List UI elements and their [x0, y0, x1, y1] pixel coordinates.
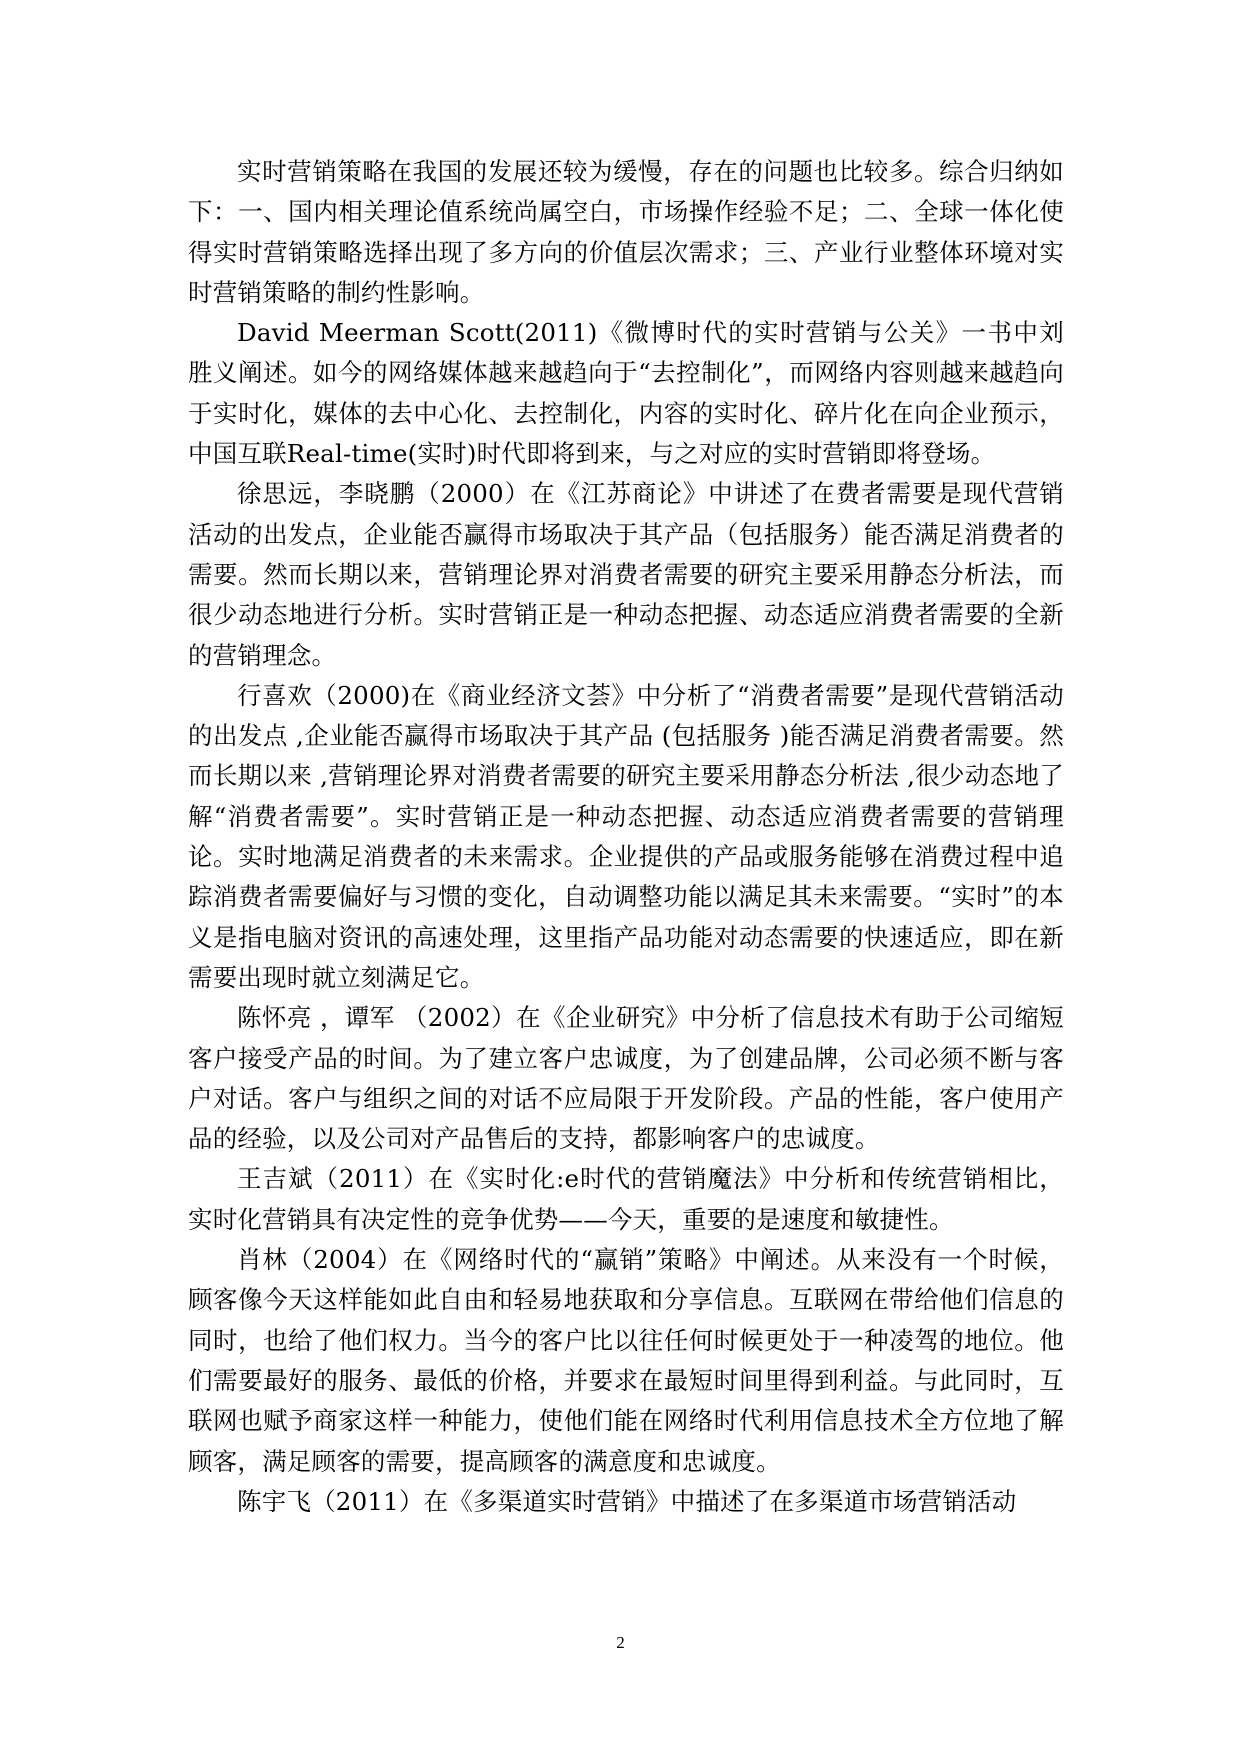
- paragraph-8: 陈宇飞（2011）在《多渠道实时营销》中描述了在多渠道市场营销活动: [237, 1486, 1017, 1516]
- paragraph-7: 肖林（2004）在《网络时代的“赢销”策略》中阐述。从来没有一个时候，顾客像今天这样能如此自由和轻易地获取和分享信息。互联网在带给他们信息的同时，也给了他们权力。当今的客户比以往任何时候更处于一种凌驾的地位。他们需要最好的服务、最低的价格，并要求在最短时间里得到利益。与此同时，互联网也赋予商家这样一种能力，使他们能在网络时代利用信息技术全方位地了解顾客，满足顾客的需要，提高顾客的满意度和忠诚度。: [188, 1245, 1064, 1476]
- document-body: [188, 152, 1064, 1522]
- paragraph-2: David Meerman Scott(2011)《微博时代的实时营销与公关》一书中刘胜义阐述。如今的网络媒体越来越趋向于“去控制化”，而网络内容则越来越趋向于实时化，媒体的去中心化、去控制化，内容的实时化、碎片化在向企业预示，中国互联Real-time(实时)时代即将到来，与之对应的实时营销即将登场。: [188, 318, 1064, 469]
- paragraph-3: 徐思远，李晓鹏（2000）在《江苏商论》中讲述了在费者需要是现代营销活动的出发点，企业能否赢得市场取决于其产品（包括服务）能否满足消费者的需要。然而长期以来，营销理论界对消费者需要的研究主要采用静态分析法，而很少动态地进行分析。实时营销正是一种动态把握、动态适应消费者需要的全新的营销理念。: [188, 479, 1064, 670]
- paragraph-1: 实时营销策略在我国的发展还较为缓慢，存在的问题也比较多。综合归纳如下：一、国内相关理论值系统尚属空白，市场操作经验不足；二、全球一体化使得实时营销策略选择出现了多方向的价值层次需求；三、产业行业整体环境对实时营销策略的制约性影响。: [188, 157, 1064, 307]
- paragraph-4: 行喜欢（2000)在《商业经济文荟》中分析了“消费者需要”是现代营销活动的出发点 ,企业能否赢得市场取决于其产品 (包括服务 )能否满足消费者需要。然而长期以来 ,营销理论界对消费者需要的研究主要采用静态分析法 ,很少动态地了解“消费者需要”。实时营销正是一种动态把握、动态适应消费者需要的营销理论。实时地满足消费者的未来需求。企业提供的产品或服务能够在消费过程中追踪消费者需要偏好与习惯的变化，自动调整功能以满足其未来需要。“实时”的本义是指电脑对资讯的高速处理，这里指产品功能对动态需要的快速适应，即在新需要出现时就立刻满足它。: [188, 680, 1064, 992]
- page-number: 2: [616, 1633, 625, 1652]
- paragraph-6: 王吉斌（2011）在《实时化:e时代的营销魔法》中分析和传统营销相比，实时化营销具有决定性的竞争优势——今天，重要的是速度和敏捷性。: [188, 1164, 1064, 1234]
- paragraph-5: 陈怀亮 ，谭军 （2002）在《企业研究》中分析了信息技术有助于公司缩短客户接受产品的时间。为了建立客户忠诚度，为了创建品牌，公司必须不断与客户对话。客户与组织之间的对话不应局限于开发阶段。产品的性能，客户使用产品的经验，以及公司对产品售后的支持，都影响客户的忠诚度。: [188, 1003, 1064, 1154]
